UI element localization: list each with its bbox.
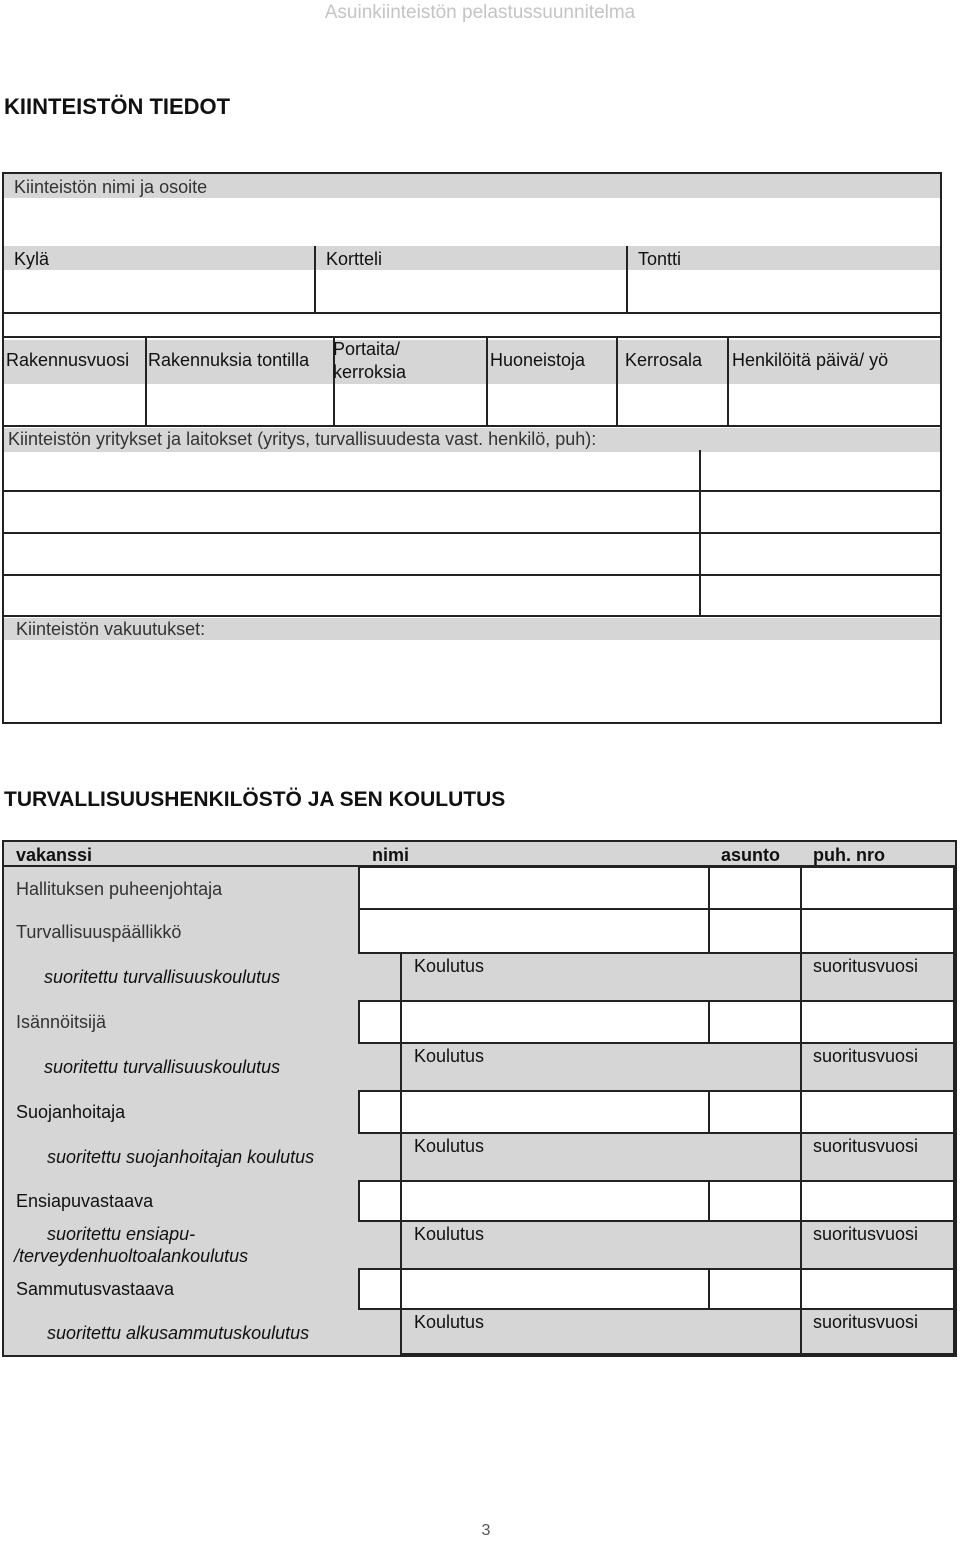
village-label: Kylä: [14, 249, 50, 269]
col-header-position: vakanssi: [16, 845, 93, 865]
role-safety-manager: Turvallisuuspäällikkö: [16, 922, 182, 942]
role-chairman: Hallituksen puheenjohtaja: [16, 879, 223, 899]
property-info-form: [2, 172, 942, 724]
year-label: suoritusvuosi: [813, 956, 919, 976]
plot-label: Tontti: [638, 249, 682, 269]
year-label: suoritusvuosi: [813, 1046, 919, 1066]
training-first-aid-line1: suoritettu ensiapu-: [47, 1224, 196, 1244]
year-label: suoritusvuosi: [813, 1224, 919, 1244]
role-property-manager: Isännöitsijä: [16, 1012, 107, 1032]
section-title-safety-personnel: TURVALLISUUSHENKILÖSTÖ JA SEN KOULUTUS: [4, 788, 506, 811]
floors-label: kerroksia: [333, 362, 407, 382]
name-address-label: Kiinteistön nimi ja osoite: [14, 177, 208, 197]
block-label: Kortteli: [326, 249, 383, 269]
running-header: Asuinkiinteistön pelastussuunnitelma: [324, 2, 636, 23]
apartments-label: Huoneistoja: [490, 350, 586, 370]
training-safety-manager: suoritettu turvallisuuskoulutus: [44, 967, 281, 987]
training-shelter-keeper: suoritettu suojanhoitajan koulutus: [47, 1147, 315, 1167]
buildings-on-plot-label: Rakennuksia tontilla: [148, 350, 310, 370]
col-header-phone: puh. nro: [813, 845, 885, 865]
year-label: suoritusvuosi: [813, 1136, 919, 1156]
training-label: Koulutus: [414, 1136, 485, 1156]
year-label: suoritusvuosi: [813, 1312, 919, 1332]
section-title-property-info: KIINTEISTÖN TIEDOT: [4, 94, 231, 119]
col-header-apartment: asunto: [721, 845, 781, 865]
safety-personnel-form: [2, 840, 957, 1357]
floor-area-label: Kerrosala: [625, 350, 703, 370]
role-fire-extinguishing: Sammutusvastaava: [16, 1279, 175, 1299]
training-first-aid-line2: /terveydenhuoltoalankoulutus: [14, 1246, 249, 1266]
training-label: Koulutus: [414, 1312, 485, 1332]
training-fire-extinguishing: suoritettu alkusammutuskoulutus: [47, 1323, 310, 1343]
companies-label: Kiinteistön yritykset ja laitokset (yritys, turvallisuudesta vast. henkilö, puh):: [8, 429, 597, 449]
col-header-name: nimi: [372, 845, 410, 865]
training-property-manager: suoritettu turvallisuuskoulutus: [44, 1057, 281, 1077]
stairways-label: Portaita/: [333, 339, 401, 359]
page-number: 3: [481, 1522, 491, 1539]
role-first-aid: Ensiapuvastaava: [16, 1191, 154, 1211]
role-shelter-keeper: Suojanhoitaja: [16, 1102, 126, 1122]
construction-year-label: Rakennusvuosi: [6, 350, 130, 370]
training-label: Koulutus: [414, 956, 485, 976]
training-label: Koulutus: [414, 1224, 485, 1244]
training-label: Koulutus: [414, 1046, 485, 1066]
insurance-label: Kiinteistön vakuutukset:: [16, 619, 206, 639]
persons-day-night-label: Henkilöitä päivä/ yö: [732, 350, 889, 370]
